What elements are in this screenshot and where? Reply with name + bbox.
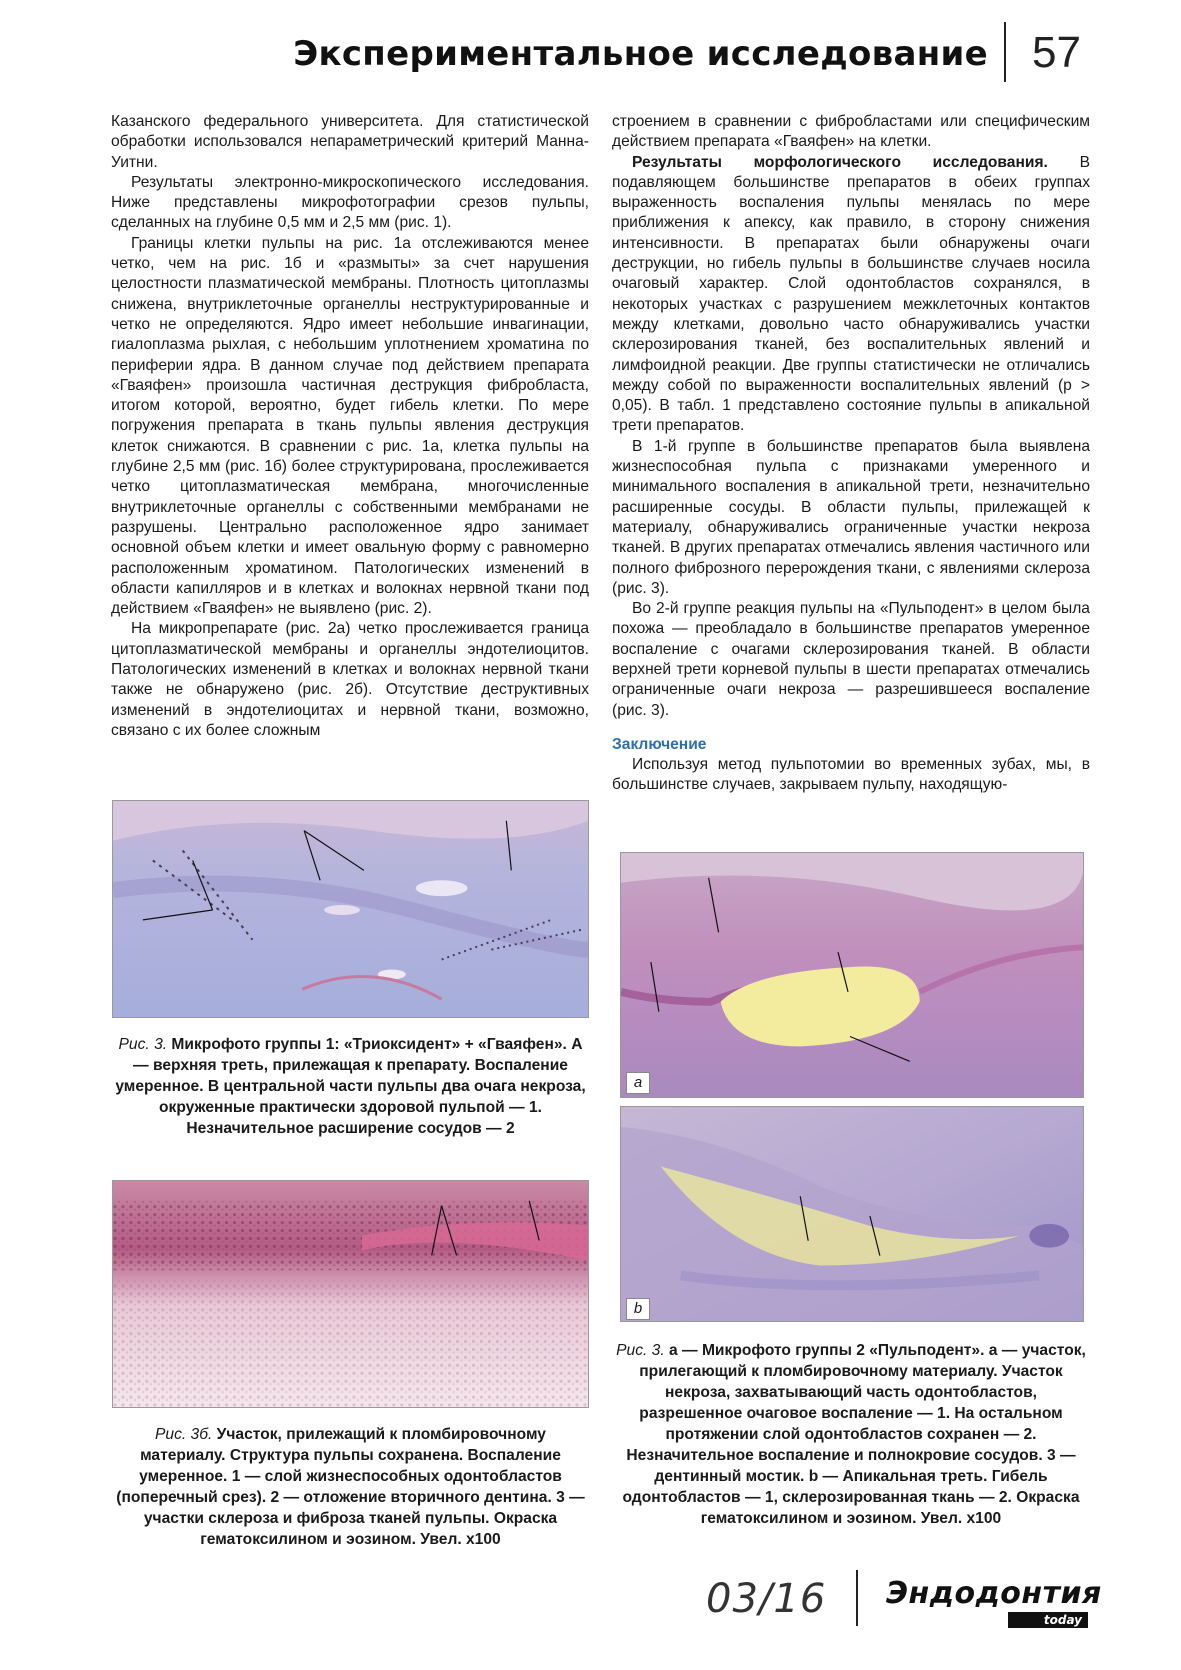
figure-label: Рис. 3. [118, 1036, 168, 1053]
figure-label: Рис. 3. [616, 1342, 665, 1359]
figure-caption-group1 [112, 1034, 589, 1139]
caption-text: Участок, прилежащий к пломбировочному материалу. Структура пульпы сохранена. Воспаление умеренное. 1 — слой жизнеспособных одонтобластов (поперечный срез). 2 — отложение вторичного дентина. 3 — участки склероза и фиброза тканей пульпы. Окраска гематоксилином и эозином. Увел. х100 [116, 1426, 585, 1548]
runin-heading: Результаты морфологического исследования. [632, 153, 1048, 171]
paragraph: Используя метод пульпотомии во временных зубах, мы, в большинстве случаев, закрываем пульпу, находящую- [612, 755, 1090, 794]
journal-logo: Эндодонтия [886, 1576, 1102, 1611]
caption-text: Микрофото группы 1: «Триоксидент» + «Гваяфен». А — верхняя треть, прилежащая к препарату. Воспаление умеренное. В центральной части пульпы два очага некроза, окруженные практически здоровой пульпой — 1. Незначительное расширение сосудов — 2 [115, 1036, 586, 1137]
paragraph: Результаты электронно-микроскопического исследования. Ниже представлены микрофотографии срезов пульпы, сделанных на глубине 0,5 мм и 2,5 мм (рис. 1). [111, 173, 589, 232]
footer-divider [856, 1570, 858, 1626]
right-column [612, 112, 1090, 796]
paragraph-text: В подавляющем большинстве препаратов в обеих группах выраженность воспаления пульпы менялась по мере приближения к апексу, как правило, в сторону снижения интенсивности. В препаратах были обнаружены очаги деструкции, но гибель пульпы в большинстве случаев носила очаговый характер. Слой одонтобластов сохранялся, в некоторых участках с разрушением межклеточных контактов между клетками, довольно часто обнаруживались участки склерозирования тканей, без воспалительных явлений и лимфоидной реакции. Две группы статистически не отличались между собой по выраженности воспалительных явлений (p > 0,05). В табл. 1 представлено состояние пульпы в апикальной трети препаратов. [612, 153, 1090, 435]
section-heading: Заключение [612, 735, 707, 753]
issue-number: 03/16 [706, 1576, 827, 1622]
figure-caption-group2 [612, 1340, 1090, 1529]
paragraph: Границы клетки пульпы на рис. 1а отслеживаются менее четко, чем на рис. 1б и «размыты» за счет нарушения целостности плазматической мембраны. Плотность цитоплазмы снижена, внутриклеточные органеллы неструктурированные и четко не определяются. Ядро имеет небольшие инвагинации, гиалоплазма рыхлая, с небольшим уплотнением хроматина по периферии ядра. В данном случае под действием препарата «Гваяфен» произошла частичная деструкция фибробласта, итогом которой, вероятно, будет гибель клетки. По мере погружения препарата в ткань пульпы явления деструкция клеток снижаются. В сравнении с рис. 1а, клетка пульпы на глубине 2,5 мм (рис. 1б) более структурирована, прослеживается четко цитоплазматическая мембрана, многочисленные внутриклеточные органеллы с собственными мембранами не разрушены. Центрально расположенное ядро занимает основной объем клетки и имеет овальную форму с равномерно расположенным хроматином. Патологических изменений в области капилляров и в клетках и волокнах нервной ткани под действием «Гваяфен» не выявлено (рис. 2). [111, 234, 589, 618]
page-header-title: Экспериментальное исследование [293, 34, 988, 74]
paragraph: В 1-й группе в большинстве препаратов была выявлена жизнеспособная пульпа с признаками умеренного и минимального воспаления в апикальной трети, незначительно расширенные сосуды. В области пульпы, прилежащей к материалу, обнаруживались ограниченные участки некроза тканей. В других препаратах отмечались явления частичного или полного фиброзного перерождения ткани, с явлениями склероза (рис. 3). [612, 437, 1090, 597]
micrograph-group1 [112, 800, 589, 1018]
figure-label: Рис. 3б. [155, 1426, 213, 1443]
micrograph-3b [112, 1180, 589, 1408]
header-divider [1004, 22, 1006, 82]
panel-label-a: a [626, 1072, 650, 1094]
panel-label-b: b [626, 1298, 650, 1320]
paragraph: На микропрепарате (рис. 2а) четко прослеживается граница цитоплазматической мембраны и органеллы эндотелиоцитов. Патологических изменений в клетках и волокнах нервной ткани также не обнаружено (рис. 2б). Отсутствие деструктивных изменений в эндотелиоцитах и нервной ткани, возможно, связано с их более сложным [111, 620, 589, 739]
journal-logo-sub: today [1008, 1612, 1088, 1628]
left-column [111, 112, 589, 741]
paragraph: строением в сравнении с фибробластами или специфическим действием препарата «Гваяфен» на клетки. [612, 113, 1090, 151]
paragraph: Казанского федерального университета. Для статистической обработки использовался непараметрический критерий Манна-Уитни. [111, 113, 589, 171]
micrograph-group2-panel-b [620, 1106, 1084, 1322]
paragraph [612, 153, 1090, 437]
caption-text: а — Микрофото группы 2 «Пульподент». а — участок, прилегающий к пломбировочному материалу. Участок некроза, захватывающий часть одонтобластов, разрешенное очаговое воспаление — 1. На остальном протяжении слой одонтобластов сохранен — 2. Незначительное воспаление и полнокровие сосудов. 3 — дентинный мостик. b — Апикальная треть. Гибель одонтобластов — 1, склерозированная ткань — 2. Окраска гематоксилином и эозином. Увел. х100 [622, 1342, 1086, 1527]
micrograph-group2-panel-a [620, 852, 1084, 1098]
page-number: 57 [1032, 28, 1081, 77]
paragraph: Во 2-й группе реакция пульпы на «Пульподент» в целом была похожа — преобладало в большинстве препаратов умеренное воспаление с очагами склерозирования тканей. В области верхней трети корневой пульпы в шести препаратах отмечались ограниченные очаги некроза — разрешившееся воспаление (рис. 3). [612, 600, 1090, 719]
figure-caption-3b [112, 1424, 589, 1550]
